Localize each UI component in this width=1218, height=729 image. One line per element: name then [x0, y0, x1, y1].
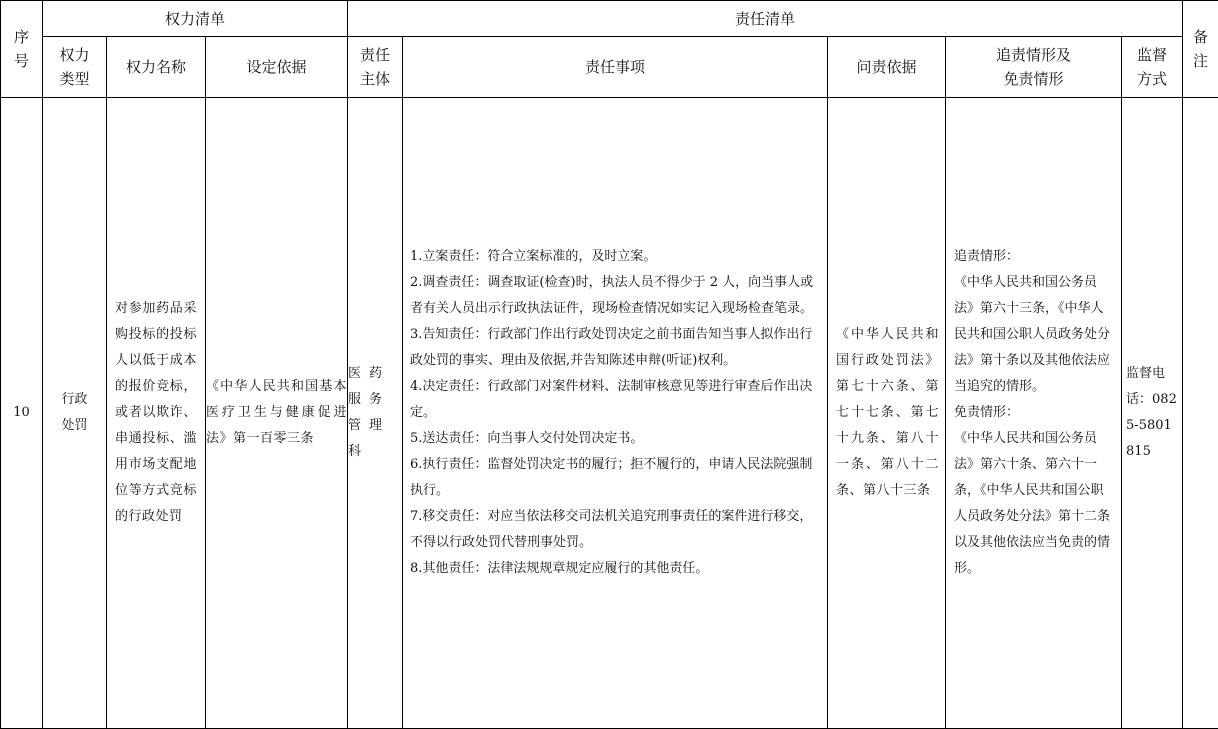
header-duties: 责任事项 — [403, 37, 828, 98]
row-duties — [403, 98, 828, 729]
header-remark: 备注 — [1183, 1, 1218, 98]
row-subject: 医药服务管理科 — [348, 98, 403, 729]
duty-item: 2.调查责任：调查取证(检查)时，执法人员不得少于 2 人，向当事人或者有关人员出示行政执法证件，现场检查情况如实记入现场检查笔录。 — [410, 275, 814, 316]
duty-item: 4.决定责任：行政部门对案件材料、法制审核意见等进行审查后作出决定。 — [410, 379, 813, 420]
duty-item: 3.告知责任：行政部门作出行政处罚决定之前书面告知当事人拟作出行政处罚的事实、理由及依据,并告知陈述申辩(听证)权利。 — [410, 327, 813, 368]
header-subject: 责任主体 — [348, 37, 403, 98]
header-power-list: 权力清单 — [43, 1, 348, 37]
row-basis: 《中华人民共和国基本医疗卫生与健康促进法》第一百零三条 — [206, 98, 348, 729]
row-supervision: 监督电话：0825-5801815 — [1122, 98, 1183, 729]
header-power-name: 权力名称 — [107, 37, 206, 98]
row-accountability-basis: 《中华人民共和国行政处罚法》第七十六条、第七十七条、第七十九条、第八十一条、第八十二条、第八十三条 — [828, 98, 946, 729]
duty-item: 6.执行责任：监督处罚决定书的履行；拒不履行的，申请人民法院强制执行。 — [410, 457, 813, 498]
duty-item: 5.送达责任：向当事人交付处罚决定书。 — [410, 431, 644, 446]
exempt-label: 免责情形： — [954, 405, 1020, 420]
header-responsibility-list: 责任清单 — [348, 1, 1183, 37]
duty-item: 8.其他责任：法律法规规章规定应履行的其他责任。 — [410, 561, 709, 576]
header-accountability-basis: 问责依据 — [828, 37, 946, 98]
row-pursue-exempt — [946, 98, 1122, 729]
duty-item: 7.移交责任：对应当依法移交司法机关追究刑事责任的案件进行移交，不得以行政处罚代替刑事处罚。 — [410, 509, 813, 550]
header-basis: 设定依据 — [206, 37, 348, 98]
header-power-type: 权力类型 — [43, 37, 107, 98]
header-pursue-exempt: 追责情形及免责情形 — [946, 37, 1122, 98]
header-supervision: 监督方式 — [1122, 37, 1183, 98]
header-seq: 序号 — [1, 1, 43, 98]
row-power-name: 对参加药品采购投标的投标人以低于成本的报价竞标，或者以欺诈、串通投标、滥用市场支配地位等方式竞标的行政处罚 — [107, 98, 206, 729]
pursue-text: 《中华人民共和国公务员法》第六十三条，《中华人民共和国公职人员政务处分法》第十条以及其他依法应当追究的情形。 — [954, 275, 1111, 394]
duty-item: 1.立案责任：符合立案标准的，及时立案。 — [410, 249, 657, 264]
row-seq: 10 — [1, 98, 43, 729]
duties-list — [403, 244, 827, 582]
pursue-label: 追责情形： — [954, 249, 1020, 264]
row-power-type: 行政处罚 — [43, 98, 107, 729]
exempt-text: 《中华人民共和国公务员法》第六十条、第六十一条，《中华人民共和国公职人员政务处分法》第十二条以及其他依法应当免责的情形。 — [954, 431, 1111, 576]
row-remark — [1183, 98, 1218, 729]
